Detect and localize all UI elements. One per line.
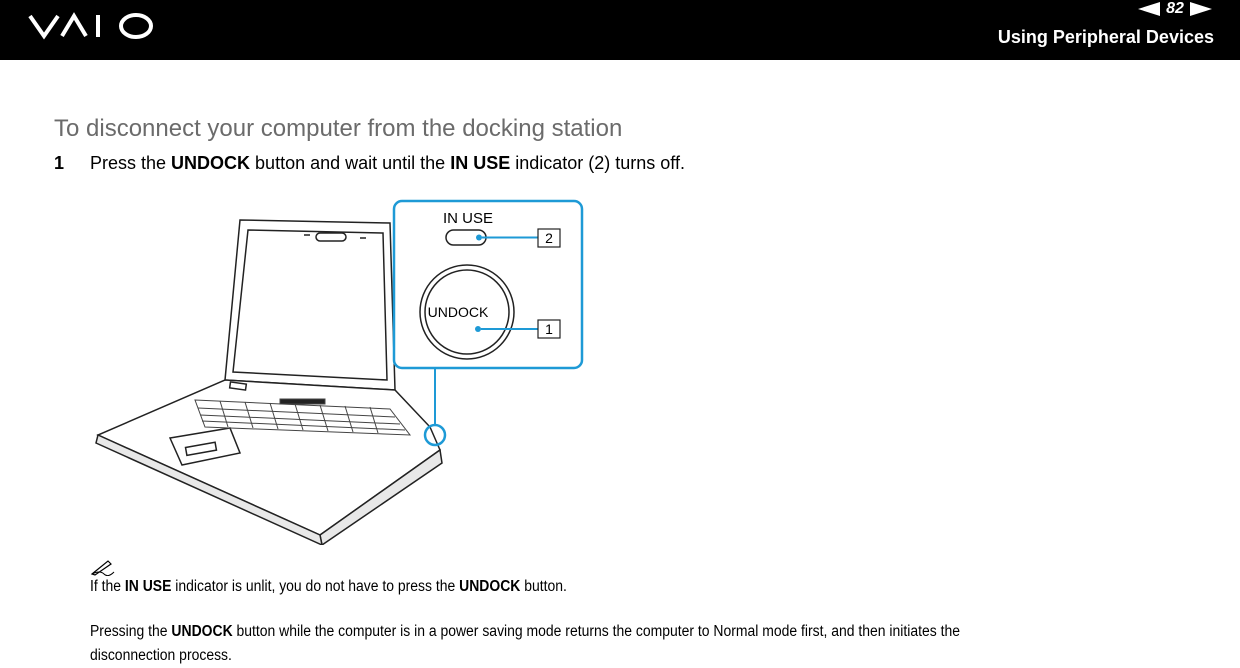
page-number: 82 bbox=[1166, 0, 1184, 17]
page-header bbox=[0, 0, 1240, 60]
section-title: Using Peripheral Devices bbox=[997, 27, 1214, 47]
callout-number-1: 1 bbox=[545, 321, 553, 337]
procedure-heading: To disconnect your computer from the docking station bbox=[54, 115, 623, 142]
step-text: Press the UNDOCK button and wait until the IN USE indicator (2) turns off. bbox=[90, 153, 685, 173]
laptop-screen bbox=[225, 220, 395, 390]
left-arrow-icon[interactable] bbox=[1138, 2, 1160, 16]
note-line-1: If the IN USE indicator is unlit, you do not have to press the UNDOCK button. bbox=[90, 578, 567, 595]
callout-number-2: 2 bbox=[545, 230, 553, 246]
in-use-label: IN USE bbox=[443, 210, 494, 227]
note-paragraph-2: Pressing the UNDOCK button while the computer is in a power saving mode returns the computer to Normal mode first, and then initiates the disconnection process. bbox=[90, 623, 960, 664]
right-arrow-icon[interactable] bbox=[1190, 2, 1212, 16]
laptop-base bbox=[96, 380, 442, 545]
pencil-note-icon bbox=[90, 558, 116, 576]
vaio-logo bbox=[28, 10, 156, 42]
step-number: 1 bbox=[54, 153, 65, 173]
undock-label: UNDOCK bbox=[427, 304, 489, 320]
in-use-term: IN USE bbox=[450, 153, 511, 173]
laptop-illustration bbox=[90, 195, 590, 545]
undock-term: UNDOCK bbox=[171, 153, 251, 173]
